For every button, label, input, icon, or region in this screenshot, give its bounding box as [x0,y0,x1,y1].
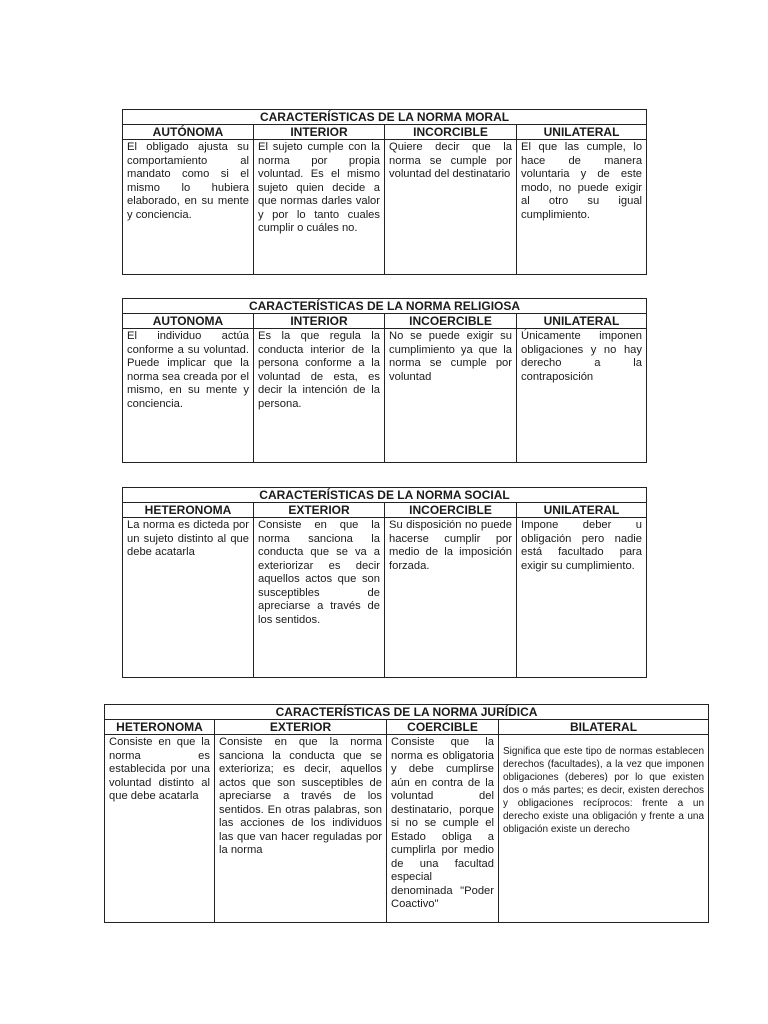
table-cell: La norma es dicteda por un sujeto distinto al que debe acatarla [123,518,254,678]
table-cell: No se puede exigir su cumplimiento ya que la norma se cumple por voluntad [385,329,517,463]
table-cell: Únicamente imponen obligaciones y no hay derecho a la contraposición [517,329,647,463]
table-cell: Es la que regula la conducta interior de la persona conforme a la voluntad de esta, es decir la intención de la persona. [254,329,385,463]
moral-norm-table [122,109,647,275]
table-title: CARACTERÍSTICAS DE LA NORMA JURÍDICA [105,705,709,720]
column-header: UNILATERAL [517,314,647,329]
table-cell: El que las cumple, lo hace de manera voluntaria y de este modo, no puede exigir al otro su igual cumplimiento. [517,140,647,275]
column-header: COERCIBLE [387,720,499,735]
table-title: CARACTERÍSTICAS DE LA NORMA RELIGIOSA [123,299,647,314]
column-header: INCOERCIBLE [385,503,517,518]
table-cell: Consiste que la norma es obligatoria y debe cumplirse aún en contra de la voluntad del destinatario, porque si no se cumple el Estado obliga a cumplirla por medio de una facultad especial denominada "Poder Coactivo" [387,735,499,923]
column-header: INCOERCIBLE [385,314,517,329]
column-header: INTERIOR [254,125,385,140]
religious-norm-table [122,298,647,463]
column-header: AUTONOMA [123,314,254,329]
table-cell: El sujeto cumple con la norma por propia voluntad. Es el mismo sujeto quien decide a que normas darles valor y por lo tanto cuales cumplir o cuáles no. [254,140,385,275]
column-header: HETERONOMA [105,720,215,735]
column-header: EXTERIOR [215,720,387,735]
table-cell: El obligado ajusta su comportamiento al mandato como si el mismo lo hubiera elaborado, en su mente y conciencia. [123,140,254,275]
social-norm-table [122,487,647,678]
table-cell: Impone deber u obligación pero nadie está facultado para exigir su cumplimiento. [517,518,647,678]
column-header: UNILATERAL [517,125,647,140]
column-header: BILATERAL [499,720,709,735]
table-cell: Significa que este tipo de normas establecen derechos (facultades), a la vez que imponen obligaciones (deberes) por lo que existen dos o más partes; es decir, existen derechos y obligaciones recíprocos: frente a un derecho existe una obligación y frente a una obligación existe un derecho [499,735,709,923]
table-title: CARACTERÍSTICAS DE LA NORMA SOCIAL [123,488,647,503]
table-cell: Su disposición no puede hacerse cumplir por medio de la imposición forzada. [385,518,517,678]
column-header: HETERONOMA [123,503,254,518]
column-header: INCORCIBLE [385,125,517,140]
column-header: UNILATERAL [517,503,647,518]
column-header: AUTÓNOMA [123,125,254,140]
table-cell: Quiere decir que la norma se cumple por voluntad del destinatario [385,140,517,275]
table-cell: Consiste en que la norma sanciona la conducta que se va a exteriorizar es decir aquellos actos que son susceptibles de apreciarse a través de los sentidos. [254,518,385,678]
table-title: CARACTERÍSTICAS DE LA NORMA MORAL [123,110,647,125]
table-cell: El individuo actúa conforme a su voluntad. Puede implicar que la norma sea creada por el mismo, en su mente y conciencia. [123,329,254,463]
table-cell: Consiste en que la norma sanciona la conducta que se exterioriza; es decir, aquellos actos que son susceptibles de apreciarse a través de los sentidos. En otras palabras, son las acciones de los individuos las que van hacer reguladas por la norma [215,735,387,923]
column-header: INTERIOR [254,314,385,329]
table-cell: Consiste en que la norma es establecida por una voluntad distinto al que debe acatarla [105,735,215,923]
legal-norm-table [104,704,709,923]
column-header: EXTERIOR [254,503,385,518]
